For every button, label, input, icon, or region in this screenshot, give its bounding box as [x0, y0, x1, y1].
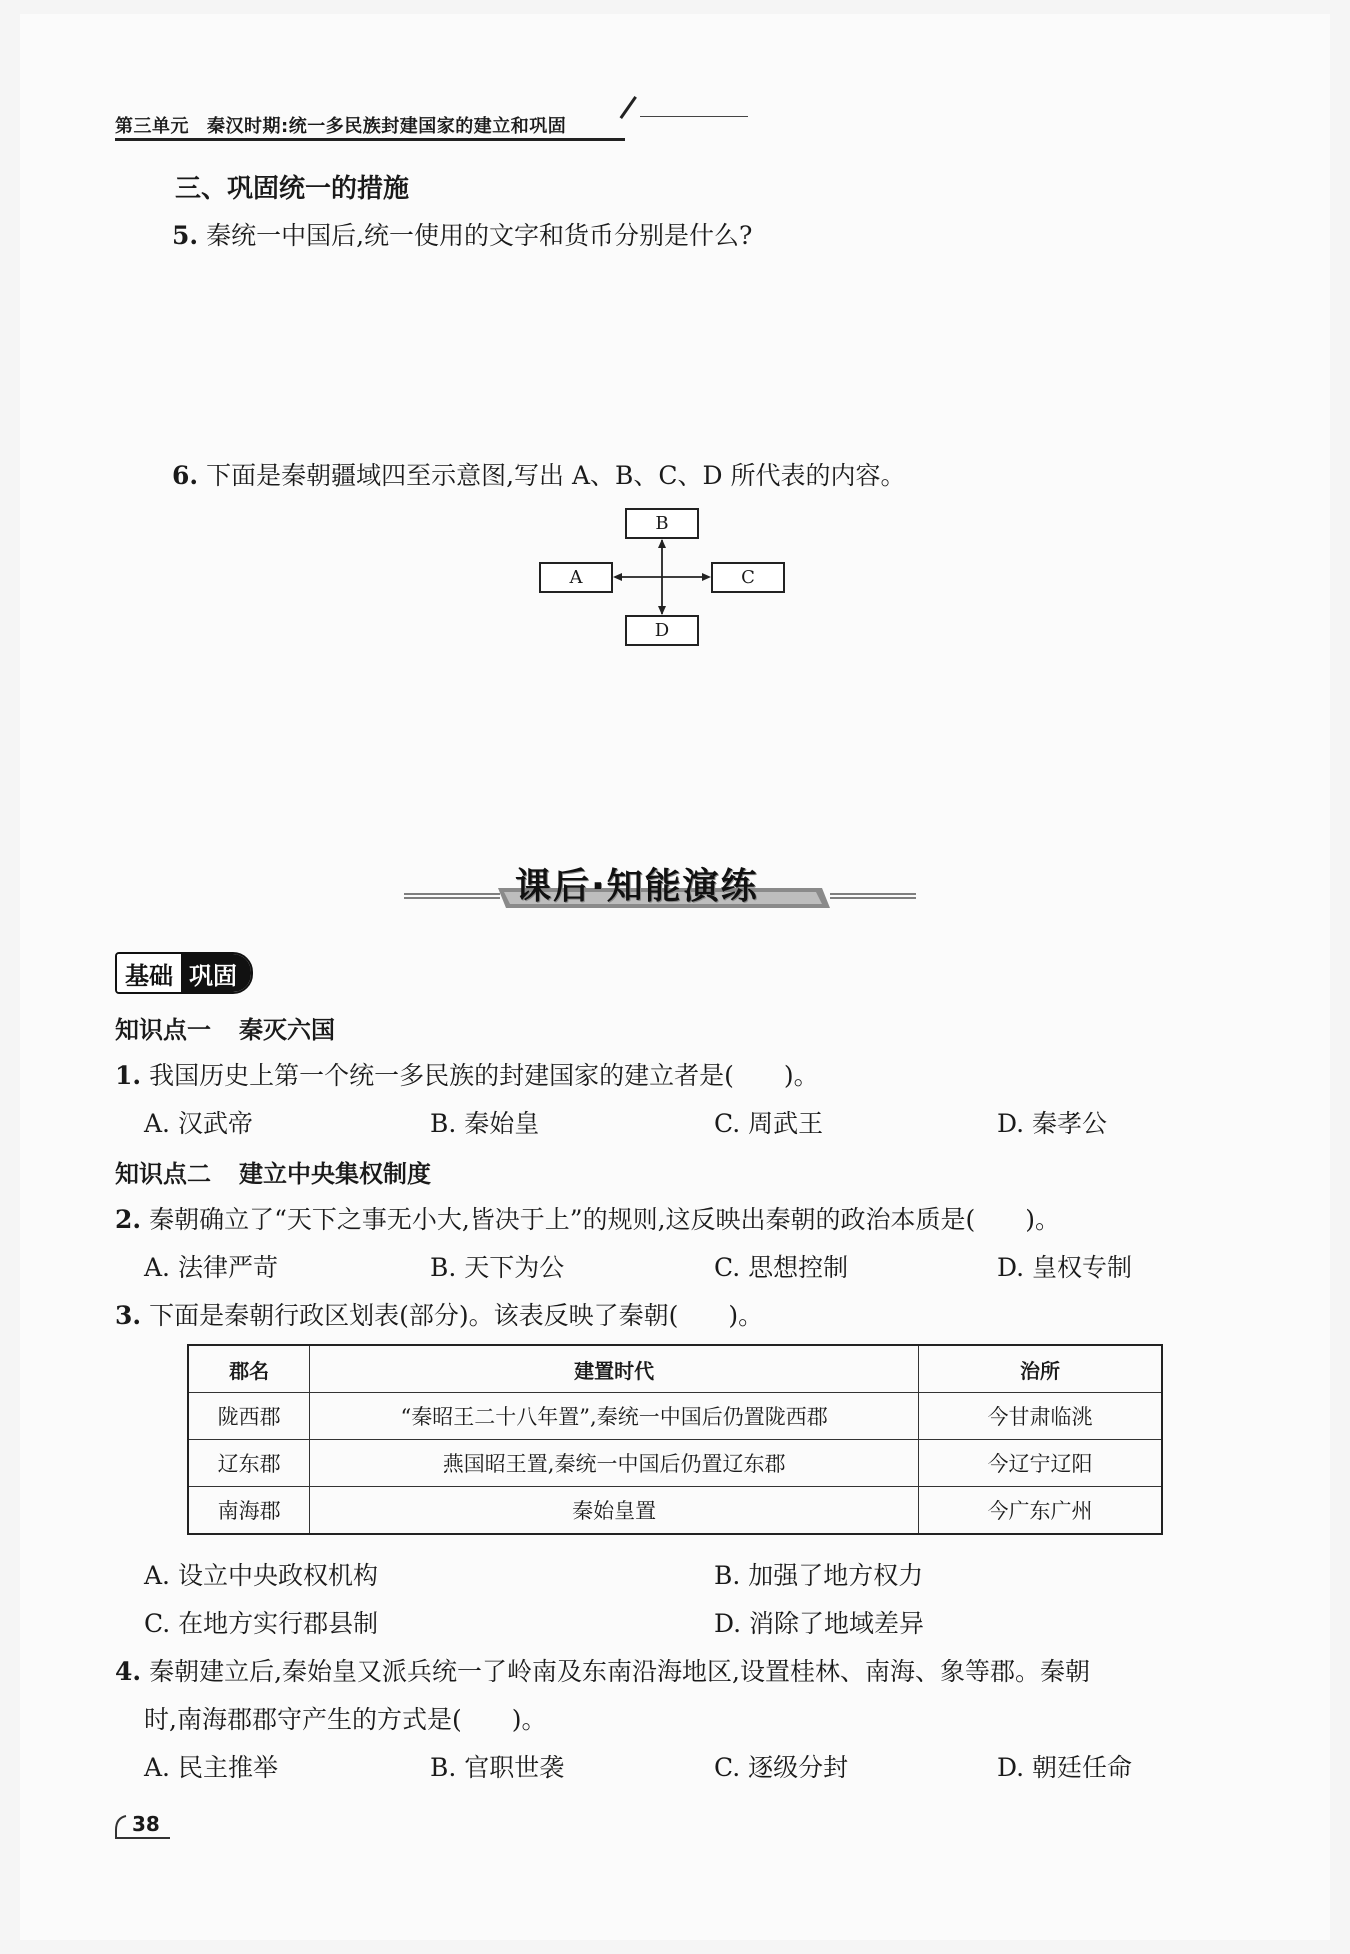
question-text: 秦统一中国后,统一使用的文字和货币分别是什么?	[206, 221, 753, 250]
admin-division-table	[187, 1344, 1163, 1535]
page-number: 38	[132, 1812, 160, 1836]
table-cell: 燕国昭王置,秦统一中国后仍置辽东郡	[310, 1440, 919, 1487]
question-4	[115, 1652, 1090, 1688]
banner-title: 课后·知能演练	[515, 866, 759, 907]
diagram-box-d: D	[625, 615, 699, 646]
diagram-arrows	[610, 536, 714, 618]
unit-header	[115, 112, 566, 138]
question-number: 6.	[172, 461, 199, 490]
table-cell: 今辽宁辽阳	[918, 1440, 1162, 1487]
diagram-box-c: C	[711, 562, 785, 593]
q3-option-d: D. 消除了地域差异	[714, 1609, 925, 1638]
question-number: 3.	[115, 1301, 142, 1330]
badge-part2: 巩固	[181, 954, 251, 992]
kp-title: 秦灭六国	[239, 1016, 335, 1044]
diagram-box-b: B	[625, 508, 699, 539]
table-cell: 今广东广州	[918, 1487, 1162, 1535]
table-row	[188, 1487, 1162, 1535]
q4-option-b: B. 官职世袭	[430, 1753, 565, 1782]
q1-option-d: D. 秦孝公	[997, 1109, 1108, 1138]
question-6	[172, 456, 906, 492]
question-number: 1.	[115, 1061, 142, 1090]
section-title: 三、巩固统一的措施	[175, 174, 410, 204]
table-header-cell: 治所	[918, 1345, 1162, 1393]
unit-title: 秦汉时期:统一多民族封建国家的建立和巩固	[207, 116, 567, 137]
table-cell: 秦始皇置	[310, 1487, 919, 1535]
knowledge-point-2	[115, 1154, 431, 1189]
table-cell: 辽东郡	[188, 1440, 310, 1487]
q4-option-d: D. 朝廷任命	[997, 1753, 1133, 1782]
question-5	[172, 216, 752, 252]
table-cell: “秦昭王二十八年置”,秦统一中国后仍置陇西郡	[310, 1393, 919, 1440]
question-number: 2.	[115, 1205, 142, 1234]
table-cell: 南海郡	[188, 1487, 310, 1535]
question-number: 5.	[172, 221, 199, 250]
diagram-box-a: A	[539, 562, 613, 593]
unit-label: 第三单元	[115, 116, 189, 137]
header-thin-line	[640, 116, 748, 117]
question-text: 我国历史上第一个统一多民族的封建国家的建立者是( )。	[149, 1061, 819, 1090]
q2-option-d: D. 皇权专制	[997, 1253, 1133, 1282]
table-row	[188, 1393, 1162, 1440]
table-cell: 今甘肃临洮	[918, 1393, 1162, 1440]
question-number: 4.	[115, 1657, 142, 1686]
q1-option-c: C. 周武王	[714, 1109, 824, 1138]
question-text-line1: 秦朝建立后,秦始皇又派兵统一了岭南及东南沿海地区,设置桂林、南海、象等郡。秦朝	[149, 1657, 1090, 1686]
q2-option-c: C. 思想控制	[714, 1253, 849, 1282]
badge-part1: 基础	[117, 954, 181, 992]
question-text: 下面是秦朝行政区划表(部分)。该表反映了秦朝( )。	[149, 1301, 764, 1330]
q1-option-a: A. 汉武帝	[144, 1109, 253, 1138]
kp-label: 知识点二	[115, 1160, 211, 1188]
question-1	[115, 1056, 819, 1092]
q2-option-a: A. 法律严苛	[144, 1253, 278, 1282]
table-row	[188, 1440, 1162, 1487]
knowledge-point-1	[115, 1010, 335, 1045]
question-text: 秦朝确立了“天下之事无小大,皆决于上”的规则,这反映出秦朝的政治本质是( )。	[149, 1205, 1061, 1234]
question-4-line2: 时,南海郡郡守产生的方式是( )。	[144, 1705, 547, 1734]
question-text: 下面是秦朝疆域四至示意图,写出 A、B、C、D 所代表的内容。	[206, 461, 906, 490]
section-badge	[115, 952, 253, 994]
question-2	[115, 1200, 1060, 1236]
q4-option-a: A. 民主推举	[144, 1753, 278, 1782]
table-header-row	[188, 1345, 1162, 1393]
header-rule	[115, 138, 625, 141]
table-header-cell: 建置时代	[310, 1345, 919, 1393]
kp-title: 建立中央集权制度	[239, 1160, 431, 1188]
q2-option-b: B. 天下为公	[430, 1253, 565, 1282]
q3-option-a: A. 设立中央政权机构	[144, 1561, 378, 1590]
kp-label: 知识点一	[115, 1016, 211, 1044]
q4-option-c: C. 逐级分封	[714, 1753, 849, 1782]
q3-option-b: B. 加强了地方权力	[714, 1561, 924, 1590]
q3-option-c: C. 在地方实行郡县制	[144, 1609, 379, 1638]
question-3	[115, 1296, 763, 1332]
table-header-cell: 郡名	[188, 1345, 310, 1393]
q1-option-b: B. 秦始皇	[430, 1109, 540, 1138]
table-cell: 陇西郡	[188, 1393, 310, 1440]
